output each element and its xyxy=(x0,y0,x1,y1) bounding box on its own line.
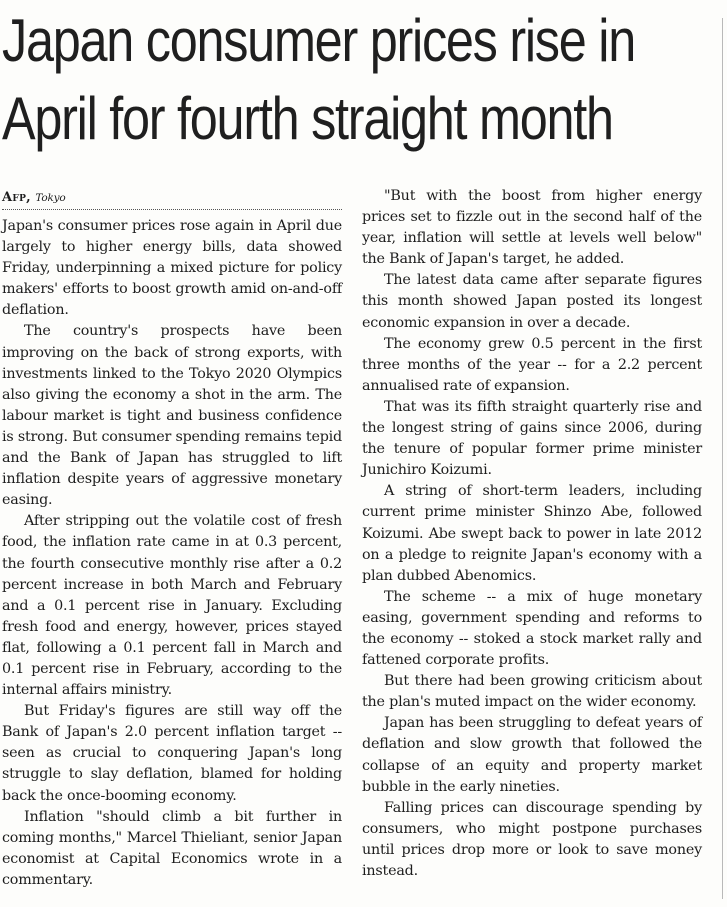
paragraph: Japan has been struggling to defeat years of deflation and slow growth that followed the collapse of an equity and property market bubble in the early nineties. xyxy=(362,715,702,795)
byline-place: Tokyo xyxy=(35,192,66,204)
article-column-right xyxy=(362,186,702,882)
paragraph: The economy grew 0.5 percent in the first three months of the year -- for a 2.2 percent annualised rate of expansion. xyxy=(362,335,702,394)
paragraph: Inflation "should climb a bit further in coming months," Marcel Thieliant, senior Japan economist at Capital Economics wrote in a commentary. xyxy=(2,808,342,888)
paragraph: Japan's consumer prices rose again in April due largely to higher energy bills, data showed Friday, underpinning a mixed picture for policy makers' efforts to boost growth amid on-and-off deflation. xyxy=(2,218,342,319)
paragraph: That was its fifth straight quarterly rise and the longest string of gains since 2006, during the tenure of popular former prime minister Junichiro Koizumi. xyxy=(362,398,702,479)
paragraph: But there had been growing criticism about the plan's muted impact on the wider economy. xyxy=(362,673,702,711)
byline xyxy=(2,186,342,208)
paragraph: After stripping out the volatile cost of fresh food, the inflation rate came in at 0.3 percent, the fourth consecutive monthly rise after a 0.2 percent increase in both March and February and a 0.1 percent rise in January. Excluding fresh food and energy, however, prices stayed flat, following a 0.1 percent fall in March and 0.1 percent rise in February, according to the internal affairs ministry. xyxy=(2,513,342,699)
article-column-left xyxy=(2,186,342,891)
paragraph: "But with the boost from higher energy prices set to fizzle out in the second half of the year, inflation will settle at levels well below" the Bank of Japan's target, he added. xyxy=(362,188,702,268)
headline xyxy=(2,2,716,158)
byline-divider xyxy=(2,209,342,210)
paragraph: A string of short-term leaders, including current prime minister Shinzo Abe, followed Koizumi. Abe swept back to power in late 2012 on a pledge to reignite Japan's economy with a plan dubbed Abenomics. xyxy=(362,483,702,584)
headline-line-1: Japan consumer prices rise in xyxy=(2,7,635,74)
paragraph: The latest data came after separate figures this month showed Japan posted its longest economic expansion in over a decade. xyxy=(362,272,702,331)
paragraph: Falling prices can discourage spending by consumers, who might postpone purchases until prices drop more or look to save money instead. xyxy=(362,799,702,879)
column-rule xyxy=(722,18,723,899)
headline-line-2: April for fourth straight month xyxy=(2,85,613,152)
paragraph: The scheme -- a mix of huge monetary easing, government spending and reforms to the economy -- stoked a stock market rally and fattened corporate profits. xyxy=(362,588,702,669)
byline-agency: Afp, xyxy=(2,190,31,205)
paragraph: But Friday's figures are still way off the Bank of Japan's 2.0 percent inflation target -- seen as crucial to conquering Japan's long struggle to slay deflation, blamed for holding back the once-booming economy. xyxy=(2,703,342,804)
paragraph: The country's prospects have been improving on the back of strong exports, with investments linked to the Tokyo 2020 Olympics also giving the economy a shot in the arm. The labour market is tight and business confidence is strong. But consumer spending remains tepid and the Bank of Japan has struggled to lift inflation despite years of aggressive monetary easing. xyxy=(2,323,342,509)
